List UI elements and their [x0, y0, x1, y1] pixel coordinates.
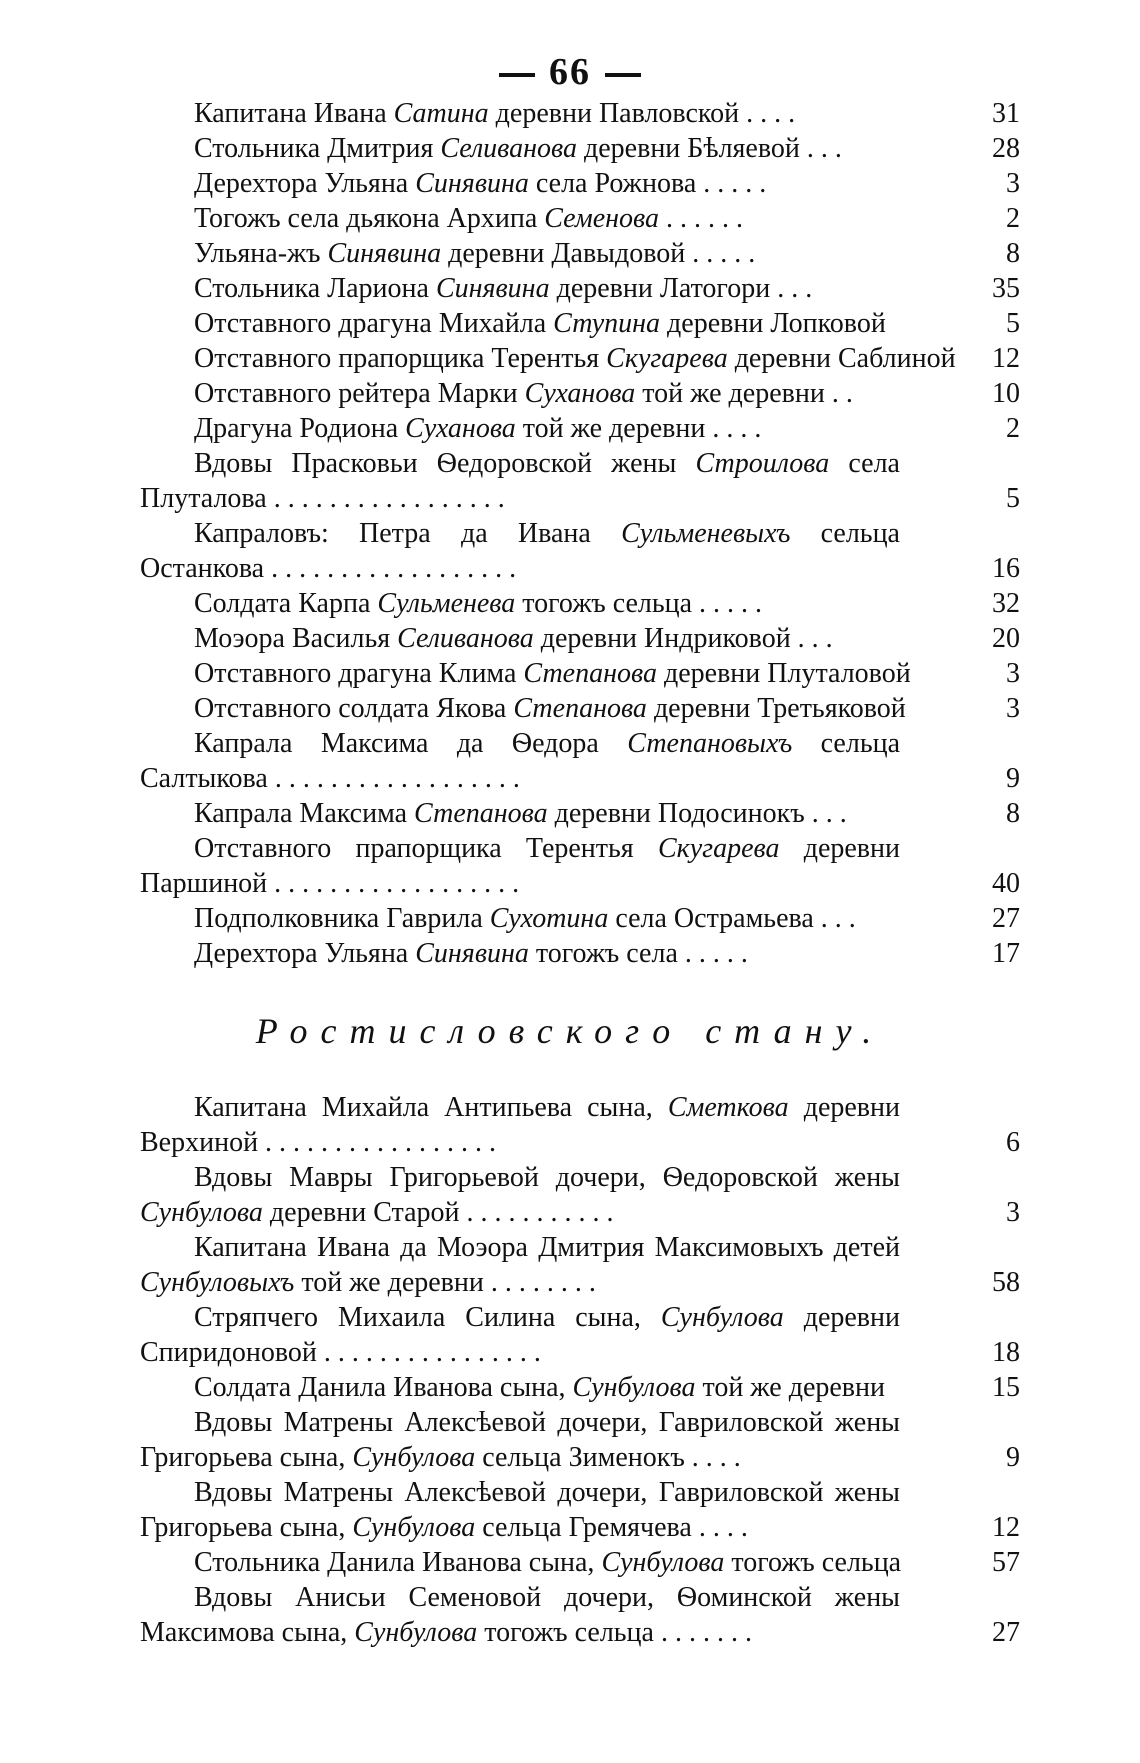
entry-text: [140, 516, 1020, 586]
entry-count: 9: [1006, 1442, 1020, 1473]
entry-text: [140, 201, 1020, 236]
entry-suffix: тогожъ села . . . . .: [528, 938, 748, 969]
entry-prefix: Отставного драгуна Михайла: [194, 308, 554, 339]
entry-surname: Суханова: [405, 413, 516, 444]
entry-surname: Степанова: [513, 693, 647, 724]
entry-prefix: Дерехтора Ульяна: [194, 938, 416, 969]
entry-suffix: деревни Верхиной . . . . . . . . . . . . . . . . .: [140, 1092, 900, 1158]
entry-surname: Синявина: [415, 168, 529, 199]
entry-row: [140, 1090, 1020, 1160]
entry-count: 6: [1006, 1127, 1020, 1158]
entry-text: [140, 1090, 1020, 1160]
entry-row: [140, 1300, 1020, 1370]
entry-suffix: деревни Латогори . . .: [549, 273, 813, 304]
entry-count: 12: [992, 1512, 1020, 1543]
entry-surname: Степановыхъ: [627, 728, 793, 759]
entry-count: 9: [1006, 763, 1020, 794]
entry-count: 18: [992, 1337, 1020, 1368]
entry-count: 15: [992, 1372, 1020, 1403]
entry-count: 12: [992, 343, 1020, 374]
entry-surname: Синявина: [327, 238, 442, 269]
entry-surname: Строилова: [695, 448, 830, 479]
entry-surname: Сунбулова: [660, 1302, 784, 1333]
entry-row: [140, 901, 1020, 936]
entry-count: 27: [992, 1617, 1020, 1648]
entry-surname: Сунбуловыхъ: [140, 1267, 295, 1298]
entry-suffix: деревни Паршиной . . . . . . . . . . . . . . . . . .: [140, 833, 900, 899]
entry-prefix: Вдовы Матрены Алексѣевой дочери, Гавриловской жены Григорьева сына,: [140, 1407, 900, 1473]
entry-count: 28: [992, 133, 1020, 164]
entry-count: 57: [992, 1547, 1020, 1578]
entry-surname: Семенова: [544, 203, 659, 234]
entry-prefix: Капрала Максима да Ѳедора: [194, 728, 628, 759]
entry-row: [140, 691, 1020, 726]
entry-suffix: . . . . . .: [659, 203, 743, 234]
entry-text: [140, 306, 1020, 341]
entry-row: [140, 621, 1020, 656]
entry-prefix: Ульяна-жъ: [194, 238, 328, 269]
entry-text: [140, 1370, 1020, 1405]
entry-row: [140, 656, 1020, 691]
entry-text: [140, 341, 1020, 376]
entry-suffix: села Острамьева . . .: [608, 903, 856, 934]
entry-count: 8: [1006, 238, 1020, 269]
entry-count: 3: [1006, 1197, 1020, 1228]
entry-surname: Селиванова: [440, 133, 577, 164]
entry-row: [140, 726, 1020, 796]
entry-surname: Сунбулова: [354, 1617, 478, 1648]
entry-suffix: той же деревни . .: [635, 378, 853, 409]
entry-prefix: Моэора Василья: [194, 623, 398, 654]
entry-row: [140, 271, 1020, 306]
entry-surname: Степанова: [523, 658, 657, 689]
entry-text: [140, 621, 1020, 656]
entry-surname: Сунбулова: [140, 1197, 263, 1228]
entry-suffix: деревни Спиридоновой . . . . . . . . . . . . . . . .: [140, 1302, 900, 1368]
entry-prefix: Стольника Дмитрия: [194, 133, 441, 164]
entry-prefix: Стряпчего Михаила Силина сына,: [194, 1302, 661, 1333]
entry-text: [140, 131, 1020, 166]
entry-suffix: тогожъ сельца . . . . . . .: [477, 1617, 752, 1648]
entry-row: [140, 341, 1020, 376]
entry-suffix: той же деревни: [695, 1372, 885, 1403]
entry-surname: Селиванова: [397, 623, 534, 654]
entry-text: [140, 586, 1020, 621]
entry-surname: Сметкова: [667, 1092, 789, 1123]
entry-row: [140, 936, 1020, 971]
entry-count: 5: [1006, 308, 1020, 339]
entry-count: 35: [992, 273, 1020, 304]
entry-surname: Синявина: [415, 938, 529, 969]
entry-count: 2: [1006, 413, 1020, 444]
entry-surname: Сунбулова: [572, 1372, 696, 1403]
entry-surname: Степанова: [414, 798, 548, 829]
entry-text: [140, 691, 1020, 726]
entry-prefix: Отставного прапорщика Терентья: [194, 343, 607, 374]
entry-row: [140, 1545, 1020, 1580]
entry-count: 8: [1006, 798, 1020, 829]
entry-suffix: той же деревни . . . . . . . .: [294, 1267, 596, 1298]
entry-suffix: сельца Гремячева . . . .: [475, 1512, 748, 1543]
entry-prefix: Драгуна Родиона: [194, 413, 406, 444]
entry-suffix: деревни Лопковой: [660, 308, 886, 339]
entry-count: 3: [1006, 658, 1020, 689]
entry-row: [140, 236, 1020, 271]
entry-text: [140, 166, 1020, 201]
entry-count: 31: [992, 98, 1020, 129]
entry-prefix: Вдовы Прасковьи Ѳедоровской жены: [194, 448, 696, 479]
entry-prefix: Отставного рейтера Марки: [194, 378, 525, 409]
entry-prefix: Солдата Данила Иванова сына,: [194, 1372, 573, 1403]
entry-text: [140, 796, 1020, 831]
entry-text: [140, 901, 1020, 936]
entry-row: [140, 96, 1020, 131]
entry-count: 5: [1006, 483, 1020, 514]
entry-surname: Сунбулова: [352, 1512, 476, 1543]
page-number: [0, 50, 1140, 94]
right-dash: [605, 73, 641, 77]
entry-row: [140, 1580, 1020, 1650]
entry-suffix: села Рожнова . . . . .: [528, 168, 767, 199]
entry-text: [140, 236, 1020, 271]
entry-count: 3: [1006, 693, 1020, 724]
entry-suffix: деревни Павловской . . . .: [488, 98, 796, 129]
entry-prefix: Вдовы Мавры Григорьевой дочери, Ѳедоровской жены: [194, 1162, 900, 1193]
entry-count: 40: [992, 868, 1020, 899]
entry-row: [140, 131, 1020, 166]
entry-count: 17: [992, 938, 1020, 969]
entry-suffix: деревни Индриковой . . .: [533, 623, 833, 654]
entry-surname: Ступина: [553, 308, 661, 339]
entry-surname: Сухотина: [489, 903, 609, 934]
entry-prefix: Отставного драгуна Клима: [194, 658, 524, 689]
entry-text: [140, 411, 1020, 446]
entry-row: [140, 201, 1020, 236]
entry-text: [140, 1545, 1020, 1580]
entry-suffix: сельца Останкова . . . . . . . . . . . . . . . . . .: [140, 518, 900, 584]
entry-text: [140, 446, 1020, 516]
entry-row: [140, 306, 1020, 341]
entry-text: [140, 726, 1020, 796]
entry-text: [140, 1405, 1020, 1475]
entry-count: 3: [1006, 168, 1020, 199]
entry-row: [140, 1405, 1020, 1475]
entry-surname: Сунбулова: [601, 1547, 725, 1578]
entry-suffix: тогожъ сельца: [724, 1547, 902, 1578]
entry-count: 32: [992, 588, 1020, 619]
entry-row: [140, 1160, 1020, 1230]
entry-surname: Сульменевыхъ: [621, 518, 791, 549]
entry-text: [140, 96, 1020, 131]
entry-text: [140, 831, 1020, 901]
entry-count: 58: [992, 1267, 1020, 1298]
entry-row: [140, 411, 1020, 446]
entry-text: [140, 1300, 1020, 1370]
entry-suffix: деревни Плуталовой: [656, 658, 911, 689]
entry-prefix: Отставного солдата Якова: [194, 693, 514, 724]
entry-surname: Суханова: [524, 378, 636, 409]
entry-surname: Сунбулова: [352, 1442, 476, 1473]
entry-row: [140, 1475, 1020, 1545]
entries-bottom-list: [140, 1090, 1020, 1650]
entry-count: 16: [992, 553, 1020, 584]
entry-text: [140, 656, 1020, 691]
entry-surname: Сатина: [393, 98, 489, 129]
page-number-text: 66: [549, 51, 591, 93]
entry-prefix: Тогожъ села дьякона Архипа: [194, 203, 545, 234]
entry-suffix: деревни Подосинокъ . . .: [547, 798, 847, 829]
entry-surname: Скугарева: [657, 833, 780, 864]
entry-text: [140, 1230, 1020, 1300]
entry-suffix: сельца Салтыкова . . . . . . . . . . . . . . . . . .: [140, 728, 900, 794]
entry-prefix: Подполковника Гаврила: [194, 903, 490, 934]
entry-suffix: сельца Зименокъ . . . .: [475, 1442, 741, 1473]
entry-text: [140, 1475, 1020, 1545]
entry-count: 20: [992, 623, 1020, 654]
entry-row: [140, 1230, 1020, 1300]
entry-surname: Сульменева: [377, 588, 516, 619]
entry-prefix: Капраловъ: Петра да Ивана: [194, 518, 622, 549]
entry-text: [140, 1160, 1020, 1230]
entry-count: 10: [992, 378, 1020, 409]
entry-prefix: Стольника Лариона: [194, 273, 436, 304]
entry-suffix: деревни Старой . . . . . . . . . . .: [262, 1197, 614, 1228]
entry-suffix: тогожъ сельца . . . . .: [515, 588, 763, 619]
entry-row: [140, 516, 1020, 586]
entry-text: [140, 1580, 1020, 1650]
entry-surname: Синявина: [435, 273, 550, 304]
entry-prefix: Капитана Ивана да Моэора Дмитрия Максимовыхъ детей: [194, 1232, 900, 1263]
entry-text: [140, 271, 1020, 306]
entry-row: [140, 586, 1020, 621]
entry-count: 27: [992, 903, 1020, 934]
entry-suffix: деревни Бѣляевой . . .: [577, 133, 842, 164]
entry-count: 2: [1006, 203, 1020, 234]
entry-suffix: деревни Третьяковой: [646, 693, 906, 724]
entry-prefix: Солдата Карпа: [194, 588, 378, 619]
entry-row: [140, 1370, 1020, 1405]
entry-prefix: Капитана Михайла Антипьева сына,: [194, 1092, 668, 1123]
entry-text: [140, 376, 1020, 411]
entry-suffix: деревни Давыдовой . . . . .: [441, 238, 756, 269]
entry-prefix: Вдовы Матрены Алексѣевой дочери, Гавриловской жены Григорьева сына,: [140, 1477, 900, 1543]
entries-top-list: [140, 96, 1020, 971]
entry-suffix: деревни Саблиной: [727, 343, 956, 374]
entry-row: [140, 446, 1020, 516]
entry-prefix: Отставного прапорщика Терентья: [194, 833, 658, 864]
entry-surname: Скугарева: [606, 343, 728, 374]
entry-prefix: Дерехтора Ульяна: [194, 168, 416, 199]
entry-row: [140, 166, 1020, 201]
entry-row: [140, 796, 1020, 831]
entry-prefix: Капитана Ивана: [194, 98, 394, 129]
entry-prefix: Вдовы Анисьи Семеновой дочери, Ѳоминской жены Максимова сына,: [140, 1582, 900, 1648]
entry-row: [140, 376, 1020, 411]
entry-text: [140, 936, 1020, 971]
entry-prefix: Капрала Максима: [194, 798, 415, 829]
entry-prefix: Стольника Данила Иванова сына,: [194, 1547, 602, 1578]
left-dash: [499, 73, 535, 77]
entry-suffix: той же деревни . . . .: [515, 413, 762, 444]
section-title: Ростисловского стану.: [255, 1011, 885, 1051]
entry-row: [140, 831, 1020, 901]
entry-suffix: села Плуталова . . . . . . . . . . . . . . . . .: [140, 448, 900, 514]
